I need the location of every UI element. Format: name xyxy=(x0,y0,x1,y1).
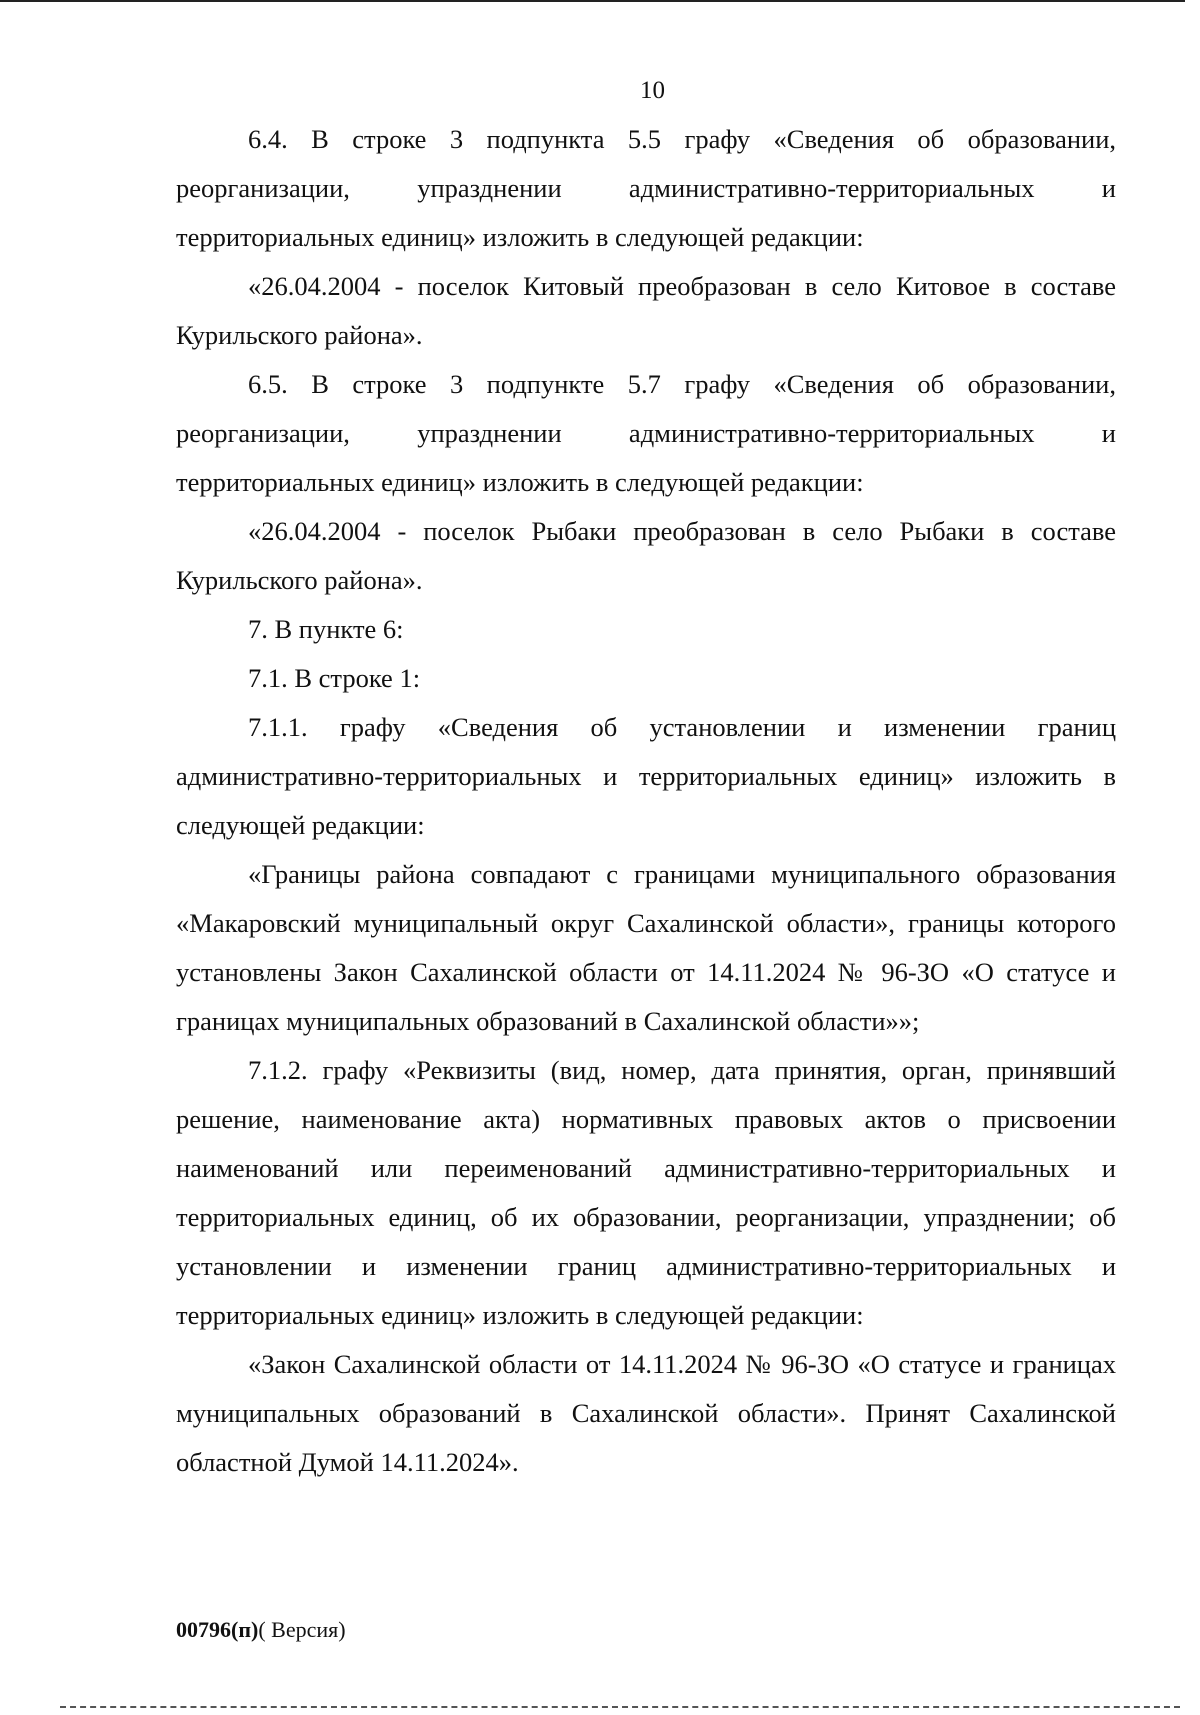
paragraph-6-4: 6.4. В строке 3 подпункта 5.5 графу «Сведения об образовании, реорганизации, упразднении административно-территориальных и территориальных единиц» изложить в следующей редакции: xyxy=(176,124,1116,252)
paragraph-7-1: 7.1. В строке 1: xyxy=(248,663,421,693)
paragraph-6-5: 6.5. В строке 3 подпункте 5.7 графу «Сведения об образовании, реорганизации, упразднении административно-территориальных и территориальных единиц» изложить в следующей редакции: xyxy=(176,369,1116,497)
document-version: ( Версия) xyxy=(258,1617,346,1642)
paragraph-7-1-2-text: «Закон Сахалинской области от 14.11.2024 № 96-ЗО «О статусе и границах муниципальных образований в Сахалинской области». Принят Сахалинской областной Думой 14.11.2024». xyxy=(176,1349,1116,1477)
document-body xyxy=(176,115,1116,1487)
paragraph-6-4-text: «26.04.2004 - поселок Китовый преобразован в село Китовое в составе Курильского района». xyxy=(176,271,1116,350)
paragraph-7: 7. В пункте 6: xyxy=(248,614,404,644)
document-footer xyxy=(176,1616,346,1644)
document-code: 00796(п) xyxy=(176,1617,259,1642)
bottom-border-line xyxy=(60,1706,1180,1708)
top-border-line xyxy=(0,0,1185,2)
paragraph-7-1-2: 7.1.2. графу «Реквизиты (вид, номер, дата принятия, орган, принявший решение, наименование акта) нормативных правовых актов о присвоении наименований или переименований административно-территориальных и территориальных единиц, об их образовании, реорганизации, упразднении; об установлении и изменении границ административно-территориальных и территориальных единиц» изложить в следующей редакции: xyxy=(176,1055,1116,1330)
paragraph-6-5-text: «26.04.2004 - поселок Рыбаки преобразован в село Рыбаки в составе Курильского района». xyxy=(176,516,1116,595)
paragraph-7-1-1: 7.1.1. графу «Сведения об установлении и изменении границ административно-территориальных и территориальных единиц» изложить в следующей редакции: xyxy=(176,712,1116,840)
paragraph-7-1-1-text: «Границы района совпадают с границами муниципального образования «Макаровский муниципальный округ Сахалинской области», границы которого установлены Закон Сахалинской области от 14.11.2024 № 96-ЗО «О статусе и границах муниципальных образований в Сахалинской области»»; xyxy=(176,859,1116,1036)
page-number: 10 xyxy=(640,77,665,104)
